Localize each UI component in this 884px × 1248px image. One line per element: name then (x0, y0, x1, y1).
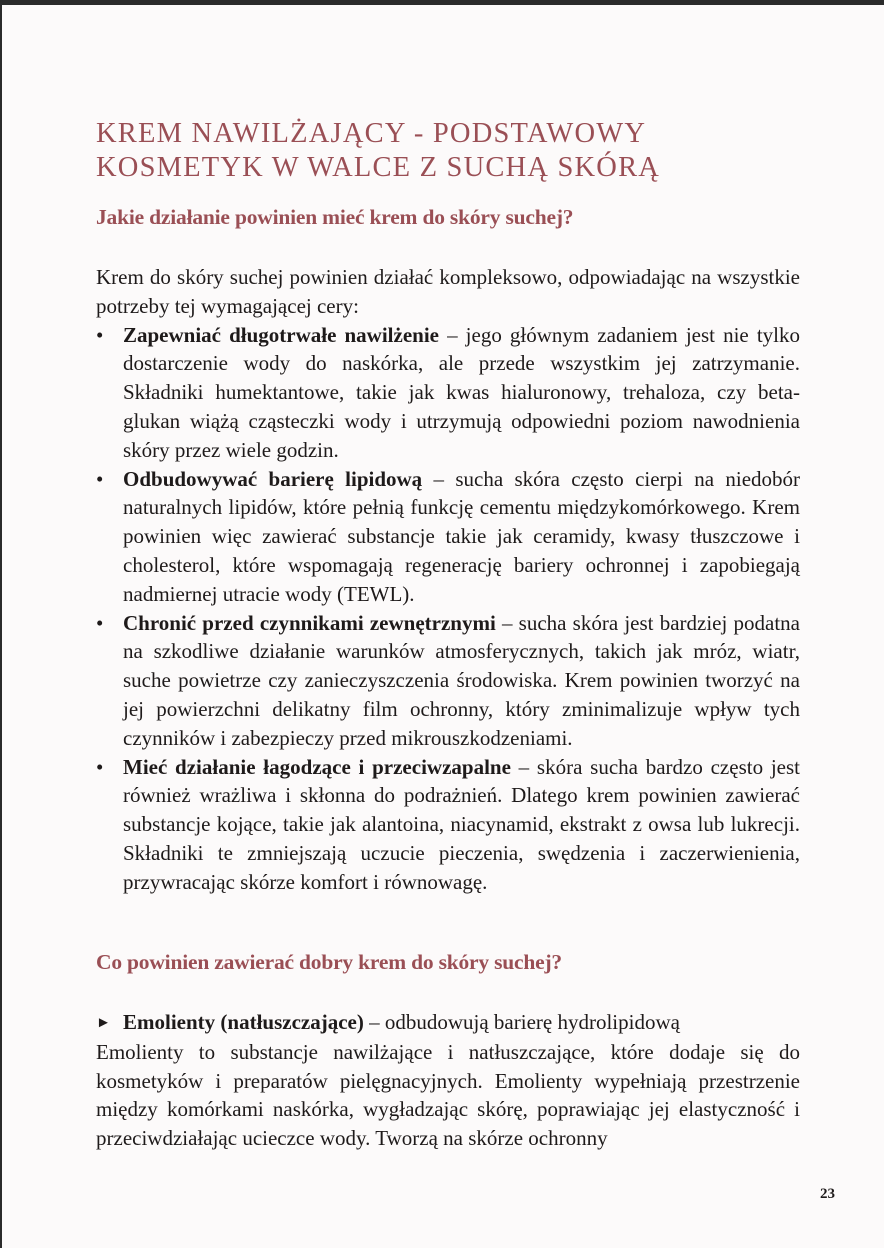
list-item-text: – sucha skóra często cierpi na niedobór naturalnych lipidów, które pełnią funkcję cementu międzykomórkowego. Krem powinien więc zawierać substancje takie jak ceramidy, kwasy tłuszczowe i cholesterol, które wspomagają regenerację bariery ochronnej i zapobiegają nadmiernej utracie wody (TEWL). (123, 466, 801, 606)
triangle-right-icon: ► (96, 1015, 111, 1031)
list-item (96, 465, 800, 609)
emollients-title: Emolienty (natłuszczające) (123, 1010, 364, 1034)
section-heading-action: Jakie działanie powinien mieć krem do skóry suchej? (96, 205, 574, 229)
emollients-subtitle: – odbudowują barierę hydrolipidową (363, 1010, 680, 1034)
document-page (2, 5, 884, 1248)
list-item (96, 753, 800, 897)
title-line-1: KREM NAWILŻAJĄCY - PODSTAWOWY (96, 118, 647, 149)
list-item-title: Chronić przed czynnikami zewnętrznymi (123, 610, 496, 635)
intro-paragraph: Krem do skóry suchej powinien działać kompleksowo, odpowiadając na wszystkie potrzeby tej wymagającej cery: (96, 265, 800, 318)
title-line-2: KOSMETYK W WALCE Z SUCHĄ SKÓRĄ (96, 152, 661, 183)
list-item-title: Odbudowywać barierę lipidową (123, 466, 423, 491)
list-item (96, 609, 800, 753)
bullet-icon: • (96, 754, 104, 779)
bullet-icon: • (96, 466, 104, 491)
bullet-icon: • (96, 610, 104, 635)
emollients-paragraph: Emolienty to substancje nawilżające i natłuszczające, które dodaje się do kosmetyków i preparatów pielęgnacyjnych. Emolienty wypełniają przestrzenie między komórkami naskórka, wygładzając skórę, poprawiając jej elastyczność i przeciwdziałając ucieczce wody. Tworzą na skórze ochronny (96, 1039, 800, 1151)
list-item-title: Zapewniać długotrwałe nawilżenie (123, 322, 439, 347)
list-item-title: Mieć działanie łagodzące i przeciwzapalne (123, 754, 511, 779)
section-ingredients-body (96, 1008, 800, 1153)
list-item-text: – jego głównym zadaniem jest nie tylko dostarczenie wody do naskórka, ale przede wszystkim jej zatrzymanie. Składniki humektantowe, takie jak kwas hialuronowy, trehaloza, czy beta-glukan wiążą cząsteczki wody i utrzymują odpowiedni poziom nawodnienia skóry przez wiele godzin. (123, 322, 800, 462)
list-item-text: – sucha skóra jest bardziej podatna na szkodliwe działanie warunków atmosferycznych, takich jak mróz, wiatr, suche powietrze czy zanieczyszczenia środowiska. Krem powinien tworzyć na jej powierzchni delikatny film ochronny, który zminimalizuje wpływ tych czynników i zabezpieczy przed mikrouszkodzeniami. (123, 610, 800, 750)
list-item (96, 321, 800, 465)
bullet-icon: • (96, 322, 104, 347)
section-action-body (96, 263, 800, 897)
page-title (96, 117, 736, 185)
benefits-list (96, 321, 800, 897)
list-item-text: – skóra sucha bardzo często jest również wrażliwa i skłonna do podrażnień. Dlatego krem powinien zawierać substancje kojące, takie jak alantoina, niacynamid, ekstrakt z owsa lub lukrecji. Składniki te zmniejszają uczucie pieczenia, swędzenia i zaczerwienienia, przywracając skórze komfort i równowagę. (123, 754, 800, 894)
page-number: 23 (820, 1186, 835, 1202)
section-heading-ingredients: Co powinien zawierać dobry krem do skóry suchej? (96, 950, 562, 974)
emollients-item (96, 1008, 800, 1038)
